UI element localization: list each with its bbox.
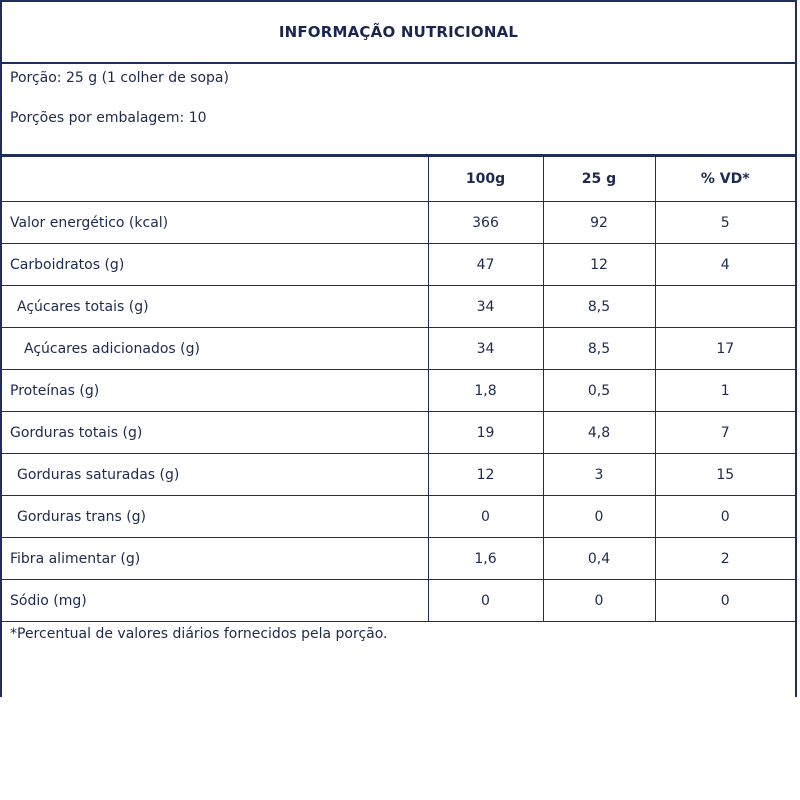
nutrient-label: Açúcares adicionados (g): [2, 328, 428, 370]
footnote: *Percentual de valores diários fornecidos pela porção.: [10, 626, 388, 642]
value-vd: 17: [655, 328, 795, 370]
value-25g: 8,5: [543, 328, 655, 370]
nutrient-label: Gorduras totais (g): [2, 412, 428, 454]
header-label-cell: [2, 157, 428, 202]
value-25g: 0,4: [543, 538, 655, 580]
value-25g: 0: [543, 580, 655, 622]
value-100g: 19: [428, 412, 543, 454]
value-vd: 7: [655, 412, 795, 454]
header-row: [2, 157, 795, 202]
value-100g: 12: [428, 454, 543, 496]
table-row: [2, 580, 795, 622]
table-row: [2, 496, 795, 538]
nutrient-label: Proteínas (g): [2, 370, 428, 412]
table-title: INFORMAÇÃO NUTRICIONAL: [2, 2, 795, 64]
value-100g: 1,8: [428, 370, 543, 412]
value-100g: 34: [428, 286, 543, 328]
nutrient-label: Açúcares totais (g): [2, 286, 428, 328]
value-100g: 47: [428, 244, 543, 286]
table-row: [2, 328, 795, 370]
table-row: [2, 370, 795, 412]
nutrient-label: Valor energético (kcal): [2, 202, 428, 244]
nutrient-label: Sódio (mg): [2, 580, 428, 622]
table-row: [2, 202, 795, 244]
value-vd: 15: [655, 454, 795, 496]
value-25g: 8,5: [543, 286, 655, 328]
table-row: [2, 454, 795, 496]
servings-per-package: Porções por embalagem: 10: [10, 110, 207, 126]
column-header-vd: % VD*: [655, 157, 795, 202]
nutrition-table: [2, 154, 795, 622]
table-row: [2, 244, 795, 286]
table-row: [2, 412, 795, 454]
value-100g: 366: [428, 202, 543, 244]
value-25g: 0: [543, 496, 655, 538]
value-25g: 4,8: [543, 412, 655, 454]
nutrient-label: Carboidratos (g): [2, 244, 428, 286]
value-25g: 3: [543, 454, 655, 496]
value-100g: 34: [428, 328, 543, 370]
nutrient-label: Gorduras saturadas (g): [2, 454, 428, 496]
value-25g: 12: [543, 244, 655, 286]
value-vd: 0: [655, 496, 795, 538]
value-vd: 5: [655, 202, 795, 244]
serving-size: Porção: 25 g (1 colher de sopa): [10, 70, 229, 86]
table-row: [2, 286, 795, 328]
column-header-100g: 100g: [428, 157, 543, 202]
value-100g: 0: [428, 580, 543, 622]
value-25g: 0,5: [543, 370, 655, 412]
value-vd: 4: [655, 244, 795, 286]
value-100g: 0: [428, 496, 543, 538]
nutrient-label: Fibra alimentar (g): [2, 538, 428, 580]
value-vd: 0: [655, 580, 795, 622]
column-header-25g: 25 g: [543, 157, 655, 202]
value-vd: 1: [655, 370, 795, 412]
value-100g: 1,6: [428, 538, 543, 580]
table-row: [2, 538, 795, 580]
value-25g: 92: [543, 202, 655, 244]
value-vd: 2: [655, 538, 795, 580]
value-vd: [655, 286, 795, 328]
nutrient-label: Gorduras trans (g): [2, 496, 428, 538]
